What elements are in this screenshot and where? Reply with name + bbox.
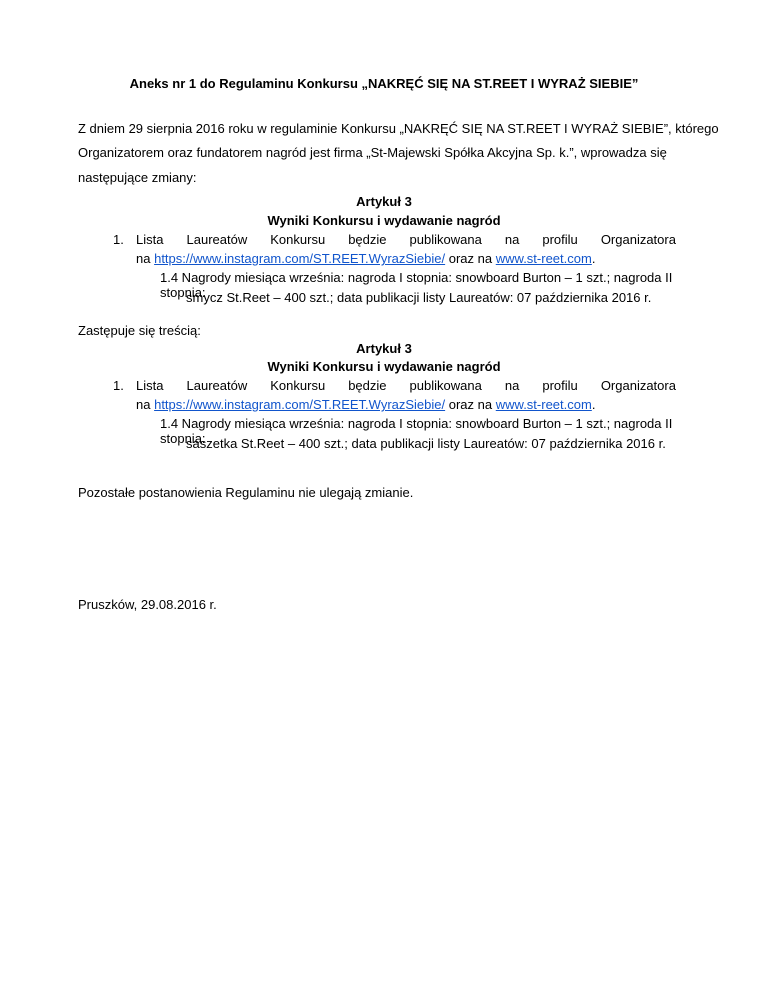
text-oraz-na: oraz na	[448, 397, 493, 412]
section2-article-heading: Artykuł 3	[356, 341, 412, 356]
document-title: Aneks nr 1 do Regulaminu Konkursu „NAKRĘĆ SIĘ NA ST.REET I WYRAŻ SIEBIE”	[129, 76, 639, 91]
word: będzie	[348, 232, 387, 247]
word: profilu	[542, 232, 578, 247]
text-na: na	[136, 397, 151, 412]
instagram-link[interactable]: https://www.instagram.com/ST.REET.WyrazSiebie/	[154, 397, 446, 412]
word: będzie	[348, 378, 387, 393]
text-oraz-na: oraz na	[448, 251, 493, 266]
word: publikowana	[409, 232, 482, 247]
website-link[interactable]: www.st-reet.com	[495, 251, 592, 266]
section1-item-line2	[136, 251, 595, 266]
section2-item-line1	[136, 378, 676, 393]
period: .	[591, 397, 596, 412]
section1-item-line1	[136, 232, 676, 247]
section1-heading: Wyniki Konkursu i wydawanie nagród	[267, 213, 501, 228]
section2-subitem-line1: 1.4 Nagrody miesiąca września: nagroda I stopnia: snowboard Burton – 1 szt.; nagroda II stopnia:	[160, 416, 673, 446]
intro-line-3: następujące zmiany:	[78, 170, 197, 185]
word: publikowana	[409, 378, 482, 393]
word: Laureatów	[186, 232, 248, 247]
word: Organizatora	[600, 232, 676, 247]
section1-article-heading: Artykuł 3	[356, 194, 412, 209]
period: .	[591, 251, 596, 266]
word: Lista	[136, 378, 164, 393]
section1-item-number: 1.	[113, 232, 124, 247]
remaining-provisions: Pozostałe postanowienia Regulaminu nie ulegają zmianie.	[78, 485, 414, 500]
section1-subitem-line2: smycz St.Reet – 400 szt.; data publikacji listy Laureatów: 07 października 2016 r.	[186, 290, 652, 305]
word: na	[504, 232, 520, 247]
section2-item-number: 1.	[113, 378, 124, 393]
word: Lista	[136, 232, 164, 247]
text-na: na	[136, 251, 151, 266]
intro-line-2: Organizatorem oraz fundatorem nagród jest firma „St-Majewski Spółka Akcyjna Sp. k.”, wprowadza się	[78, 145, 667, 160]
section2-heading: Wyniki Konkursu i wydawanie nagród	[267, 359, 501, 374]
word: na	[504, 378, 520, 393]
word: profilu	[542, 378, 578, 393]
place-and-date: Pruszków, 29.08.2016 r.	[78, 597, 217, 612]
intro-line-1: Z dniem 29 sierpnia 2016 roku w regulaminie Konkursu „NAKRĘĆ SIĘ NA ST.REET I WYRAŻ SIEBIE”, którego	[78, 121, 719, 136]
section1-subitem-line1: 1.4 Nagrody miesiąca września: nagroda I stopnia: snowboard Burton – 1 szt.; nagroda II stopnia:	[160, 270, 673, 300]
instagram-link[interactable]: https://www.instagram.com/ST.REET.WyrazSiebie/	[154, 251, 446, 266]
word: Laureatów	[186, 378, 248, 393]
word: Konkursu	[270, 378, 326, 393]
word: Konkursu	[270, 232, 326, 247]
replace-label: Zastępuje się treścią:	[78, 323, 201, 338]
word: Organizatora	[600, 378, 676, 393]
section2-subitem-line2: saszetka St.Reet – 400 szt.; data publikacji listy Laureatów: 07 października 2016 r.	[186, 436, 666, 451]
website-link[interactable]: www.st-reet.com	[495, 397, 592, 412]
section2-item-line2	[136, 397, 595, 412]
